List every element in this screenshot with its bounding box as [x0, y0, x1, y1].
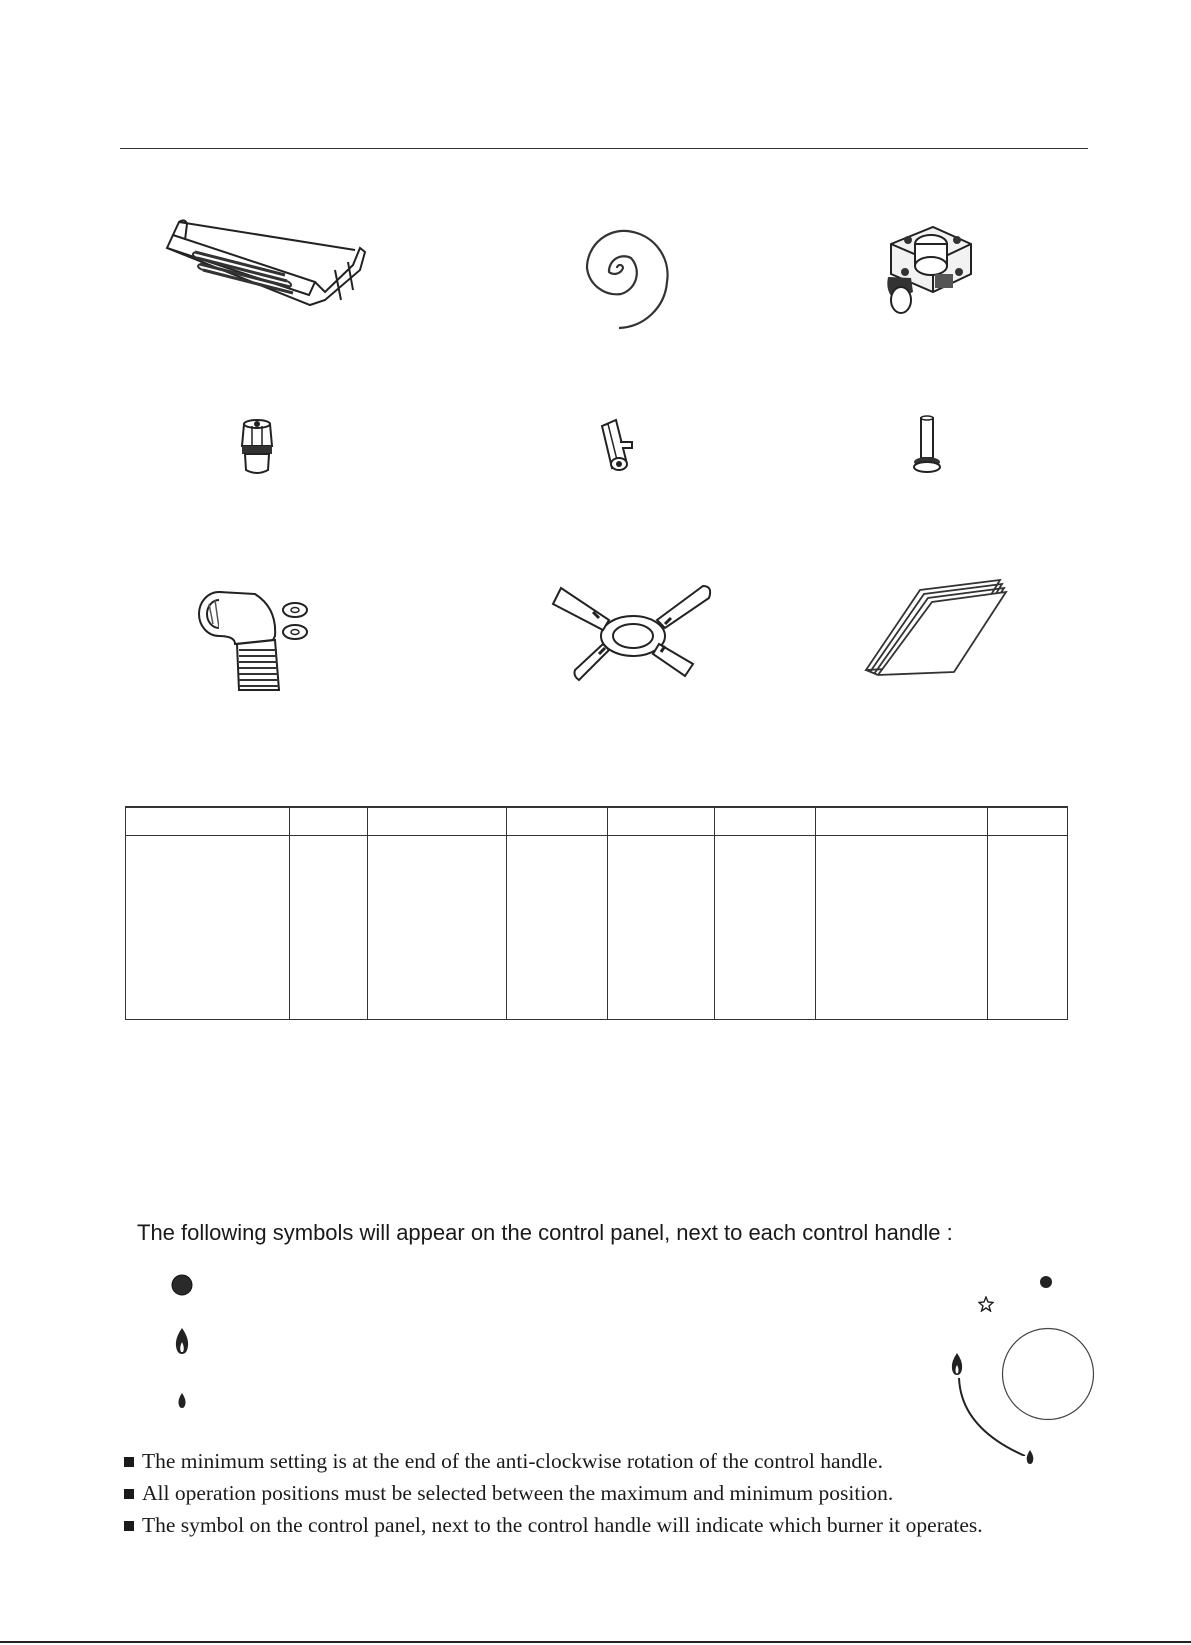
- screw-icon: [912, 414, 942, 476]
- pressure-regulator-icon: [883, 222, 978, 318]
- page-bottom-border: [0, 1641, 1191, 1643]
- table-header-cell: [608, 807, 715, 836]
- coiled-gas-tube-icon: [560, 208, 675, 333]
- table-header-cell: [816, 807, 988, 836]
- table-header-cell: [715, 807, 816, 836]
- table-cell: [608, 836, 715, 1020]
- heat-shield-tray-icon: [165, 210, 371, 310]
- bullet-square-icon: [124, 1521, 134, 1531]
- table-header-cell: [126, 807, 290, 836]
- table-row: [126, 836, 1068, 1020]
- table-header-cell: [507, 807, 608, 836]
- elbow-connector-with-washers-icon: [195, 590, 320, 700]
- small-flame-minimum-icon: [178, 1393, 186, 1413]
- table-cell: [290, 836, 368, 1020]
- table-header-cell: [290, 807, 368, 836]
- bullet-square-icon: [124, 1489, 134, 1499]
- header-rule: [120, 148, 1088, 149]
- instruction-manual-icon: [862, 578, 1007, 676]
- control-knob-icon[interactable]: [1001, 1327, 1095, 1426]
- table-cell: [715, 836, 816, 1020]
- notes-list: [124, 1445, 983, 1541]
- large-flame-maximum-icon: [175, 1328, 189, 1359]
- table-cell: [507, 836, 608, 1020]
- note-text: The minimum setting is at the end of the anti-clockwise rotation of the control handle.: [142, 1449, 883, 1473]
- dial-off-dot-icon: [1039, 1275, 1053, 1294]
- table-cell: [988, 836, 1068, 1020]
- specification-table: [125, 806, 1068, 1020]
- bullet-square-icon: [124, 1457, 134, 1467]
- table-cell: [368, 836, 507, 1020]
- list-item: [124, 1477, 983, 1509]
- table-header-cell: [988, 807, 1068, 836]
- table-cell: [816, 836, 988, 1020]
- list-item: [124, 1509, 983, 1541]
- note-text: The symbol on the control panel, next to the control handle will indicate which burner it operates.: [142, 1513, 983, 1537]
- table-header-cell: [368, 807, 507, 836]
- table-cell: [126, 836, 290, 1020]
- dial-small-flame-icon: [1026, 1450, 1034, 1469]
- table-header-row: [126, 807, 1068, 836]
- list-item: [124, 1445, 983, 1477]
- off-position-dot-icon: [171, 1274, 193, 1301]
- dial-ignition-star-icon: [978, 1296, 994, 1317]
- symbols-section-title: The following symbols will appear on the control panel, next to each control handle :: [137, 1220, 953, 1245]
- note-text: All operation positions must be selected between the maximum and minimum position.: [142, 1481, 894, 1505]
- injector-nozzle-icon: [240, 418, 274, 476]
- wok-support-ring-icon: [553, 578, 713, 684]
- thermocouple-fitting-icon: [594, 416, 644, 478]
